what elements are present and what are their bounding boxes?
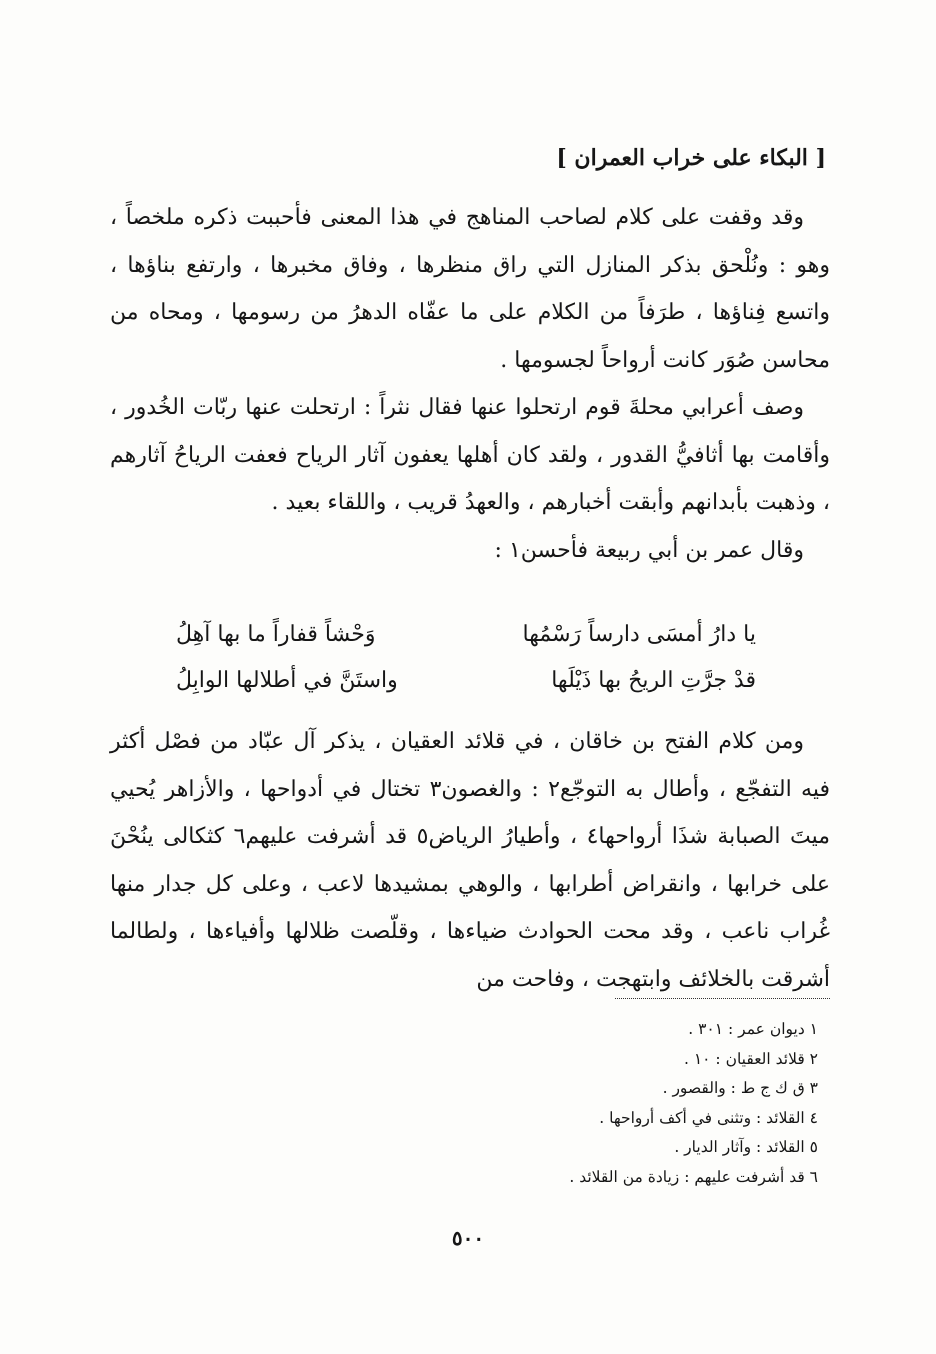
paragraph: وقال عمر بن أبي ربيعة فأحسن١ : — [494, 537, 804, 563]
verse-first-hemistich: قدْ جرَّتِ الريحُ بها ذَيْلَها — [551, 668, 756, 693]
verse-second-hemistich: وَحْشاً قفاراً ما بها آهِلُ — [176, 622, 376, 647]
footnote: ١ ديوان عمر : ٣٠١ . — [688, 1020, 818, 1038]
paragraph: وقد وقفت على كلام لصاحب المناهج في هذا المعنى فأحببت ذكره ملخصاً ، وهو : ونُلْحق بذكر المنازل التي راق منظرها ، وفاق مخبرها ، وارتفع بناؤها ، واتسع فِناؤها ، طرَفاً من الكلام على ما عفّاه الدهرُ من رسومها ، ومحاه من محاسن صُوَر كانت أرواحاً لجسومها . — [110, 205, 830, 373]
footnote: ٢ قلائد العقيان : ١٠ . — [683, 1049, 818, 1068]
page-number: ٥٠٠ — [451, 1226, 485, 1250]
poem-verse — [176, 612, 756, 658]
body-text-bottom — [110, 718, 830, 1003]
footnote: ٣ ق ك ج ط : والقصور . — [662, 1079, 818, 1097]
poem-verse — [176, 658, 756, 704]
paragraph: ومن كلام الفتح بن خاقان ، في قلائد العقيان ، يذكر آل عبّاد من فصْل أكثر فيه التفجّع ، وأطال به التوجّع٢ : والغصون٣ تختال في أدواحها ، والأزاهر يُحيي ميتَ الصبابة شذَا أرواحها٤ ، وأطيارُ الرياض٥ قد أشرفت عليهم٦ كثكالى ينُحْنَ على خرابها ، وانقراض أطرابها ، والوهي بمشيدها لاعب ، وعلى كل جدار منها غُراب ناعب ، وقد محت الحوادث ضياءها ، وقلّصت ظلالها وأفياءها ، ولطالما أشرقت بالخلائف وابتهجت ، وفاحت من — [110, 729, 831, 992]
verse-second-hemistich: واستَنَّ في أطلالها الوابِلُ — [176, 668, 398, 693]
body-text-top — [110, 194, 830, 574]
footnote: ٦ قد أشرفت عليهم : زيادة من القلائد . — [569, 1167, 818, 1186]
footnote-divider — [615, 998, 830, 999]
footnote: ٤ القلائد : وتثنى في أكف أرواحها . — [599, 1108, 818, 1127]
paragraph: وصف أعرابي محلةَ قوم ارتحلوا عنها فقال نثراً : ارتحلت عنها ربّات الخُدور ، وأقامت بها أثافيُّ القدور ، ولقد كان أهلها يعفون آثار الرياح فعفت الرياحُ آثارهم ، وذهبت بأبدانهم وأبقت أخبارهم ، والعهدُ قريب ، واللقاء بعيد . — [110, 395, 830, 515]
footnote: ٥ القلائد : وآثار الديار . — [674, 1138, 818, 1156]
verse-first-hemistich: يا دارُ أمسَى دارساً رَسْمُها — [522, 622, 756, 647]
footnotes — [569, 1015, 818, 1192]
section-heading: [ البكاء على خراب العمران ] — [556, 145, 826, 171]
